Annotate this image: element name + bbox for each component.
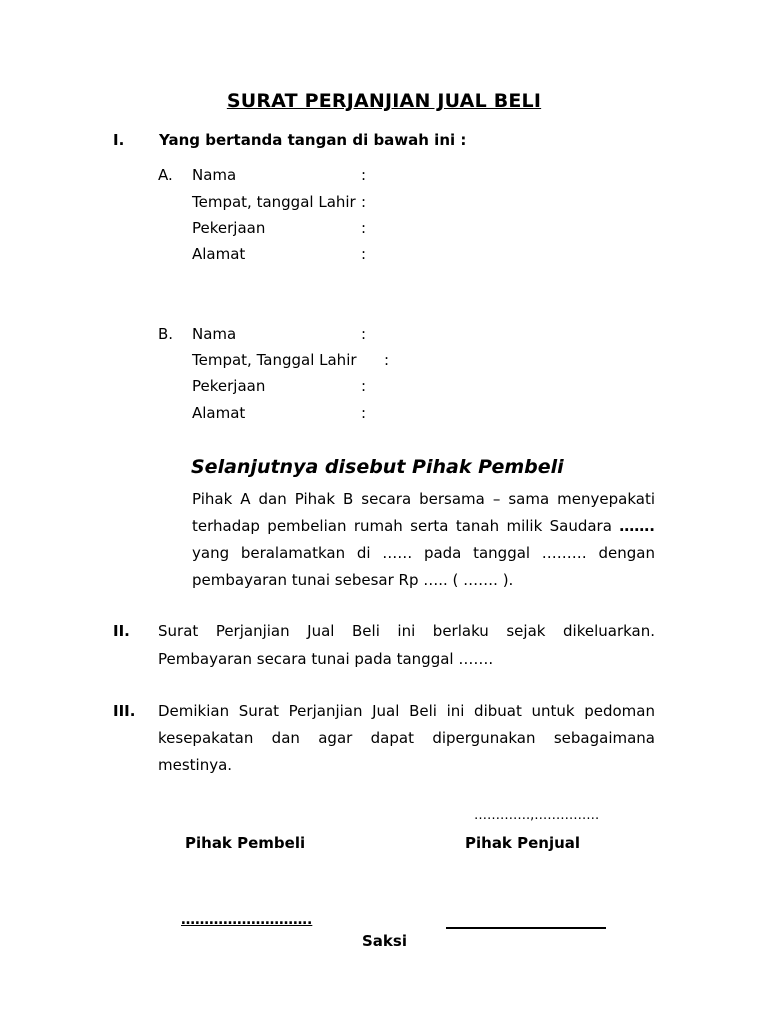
section-3-line-3: mestinya. — [158, 756, 233, 774]
party-a-letter: A. — [158, 166, 173, 184]
party-a-colon-job: : — [361, 219, 367, 237]
party-a-field-address: Alamat — [192, 245, 246, 263]
party-b-colon-address: : — [361, 404, 367, 422]
section-1-number: I. — [113, 131, 125, 149]
buyer-subheading: Selanjutnya disebut Pihak Pembeli — [191, 456, 564, 478]
line-2-bold-dots: ……. — [619, 517, 655, 535]
buyer-signature-dots: ………………………. — [181, 912, 313, 928]
agreement-paragraph-line-2 — [192, 517, 655, 535]
buyer-signature-label: Pihak Pembeli — [185, 834, 306, 852]
agreement-paragraph-line-1: Pihak A dan Pihak B secara bersama – sama menyepakati — [192, 490, 655, 508]
party-a-colon-address: : — [361, 245, 367, 263]
party-b-field-name: Nama — [192, 325, 237, 343]
party-b-letter: B. — [158, 325, 174, 343]
section-2-number: II. — [113, 622, 130, 640]
place-date-line: ………….,…………… — [474, 808, 600, 823]
party-a-colon-name: : — [361, 166, 367, 184]
seller-signature-label: Pihak Penjual — [465, 834, 581, 852]
seller-signature-line — [446, 927, 606, 929]
document-title: SURAT PERJANJIAN JUAL BELI — [226, 90, 542, 112]
agreement-paragraph-line-4: pembayaran tunai sebesar Rp ….. ( ……. ). — [192, 571, 514, 589]
party-b-colon-birth: : — [384, 351, 390, 369]
party-b-colon-job: : — [361, 377, 367, 395]
section-3-number: III. — [113, 702, 136, 720]
section-3-line-1: Demikian Surat Perjanjian Jual Beli ini dibuat untuk pedoman — [158, 702, 655, 720]
party-a-field-name: Nama — [192, 166, 237, 184]
section-2-line-1: Surat Perjanjian Jual Beli ini berlaku sejak dikeluarkan. — [158, 622, 655, 640]
agreement-paragraph-line-3: yang beralamatkan di …… pada tanggal ……… dengan — [192, 544, 655, 562]
party-b-field-job: Pekerjaan — [192, 377, 266, 395]
line-2-text: terhadap pembelian rumah serta tanah milik Saudara — [192, 517, 612, 535]
section-2-line-2: Pembayaran secara tunai pada tanggal ……. — [158, 650, 494, 668]
party-b-colon-name: : — [361, 325, 367, 343]
section-3-line-2: kesepakatan dan agar dapat dipergunakan sebagaimana — [158, 729, 655, 747]
party-a-field-birth: Tempat, tanggal Lahir — [192, 193, 356, 211]
party-a-colon-birth: : — [361, 193, 367, 211]
party-b-field-birth: Tempat, Tanggal Lahir — [192, 351, 357, 369]
section-1-heading: Yang bertanda tangan di bawah ini : — [159, 131, 467, 149]
witness-label: Saksi — [362, 932, 407, 950]
party-a-field-job: Pekerjaan — [192, 219, 266, 237]
party-b-field-address: Alamat — [192, 404, 246, 422]
